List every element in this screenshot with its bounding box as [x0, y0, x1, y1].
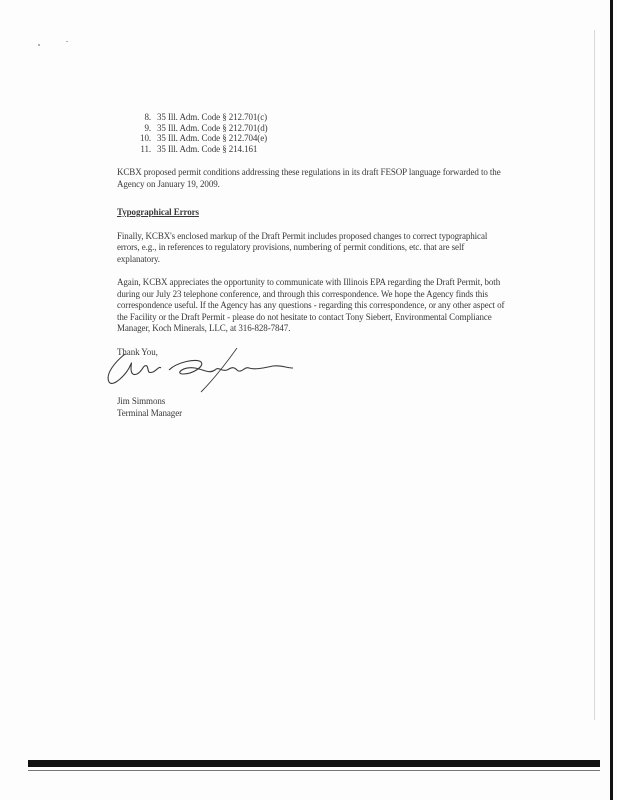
section-heading: Typographical Errors	[117, 207, 199, 217]
list-item	[135, 112, 507, 123]
scan-edge-faint	[594, 30, 595, 720]
page-footer-rule	[28, 760, 600, 767]
citation-text: 35 Ill. Adm. Code § 212.701(d)	[157, 122, 268, 133]
signer-name: Jim Simmons	[117, 396, 166, 406]
scan-edge-right	[610, 0, 613, 800]
list-item	[135, 144, 507, 155]
list-item	[135, 123, 507, 134]
citation-number: 9.	[144, 122, 151, 133]
citation-list	[135, 112, 507, 154]
closing-paragraph: Again, KCBX appreciates the opportunity to communicate with Illinois EPA regarding the Draft Permit, both during our July 23 telephone conference, and through this correspondence. We hope the Agency finds this correspondence useful. If the Agency has any questions - regarding this correspondence, or any other aspect of the Facility or the Draft Permit - please do not hesitate to contact Tony Siebert, Environmental Compliance Manager, Koch Minerals, LLC, at 316-828-7847.	[117, 277, 505, 333]
signer-title: Terminal Manager	[117, 407, 182, 418]
citation-text: 35 Ill. Adm. Code § 212.704(e)	[157, 133, 267, 143]
proposed-conditions-paragraph: KCBX proposed permit conditions addressing these regulations in its draft FESOP language forwarded to the Agency on January 19, 2009.	[117, 167, 501, 189]
citation-number: 10.	[140, 133, 151, 143]
citation-number: 8.	[144, 112, 151, 122]
scan-speck	[38, 44, 40, 46]
scan-speck	[66, 41, 68, 42]
citation-number: 11.	[140, 143, 151, 154]
closing-salutation: Thank You,	[117, 346, 158, 357]
signature	[97, 358, 507, 396]
list-item	[135, 133, 507, 144]
signature-graphic	[97, 344, 337, 396]
citation-text: 35 Ill. Adm. Code § 214.161	[157, 143, 258, 154]
typographical-errors-paragraph: Finally, KCBX's enclosed markup of the Draft Permit includes proposed changes to correct typographical errors, e.g., in references to regulatory provisions, numbering of permit conditions, etc. that are self explanatory.	[117, 230, 488, 264]
citation-text: 35 Ill. Adm. Code § 212.701(c)	[157, 112, 267, 122]
page-footer-rule-thin	[28, 770, 600, 771]
signer-block	[117, 396, 507, 419]
letter-body	[117, 112, 507, 419]
